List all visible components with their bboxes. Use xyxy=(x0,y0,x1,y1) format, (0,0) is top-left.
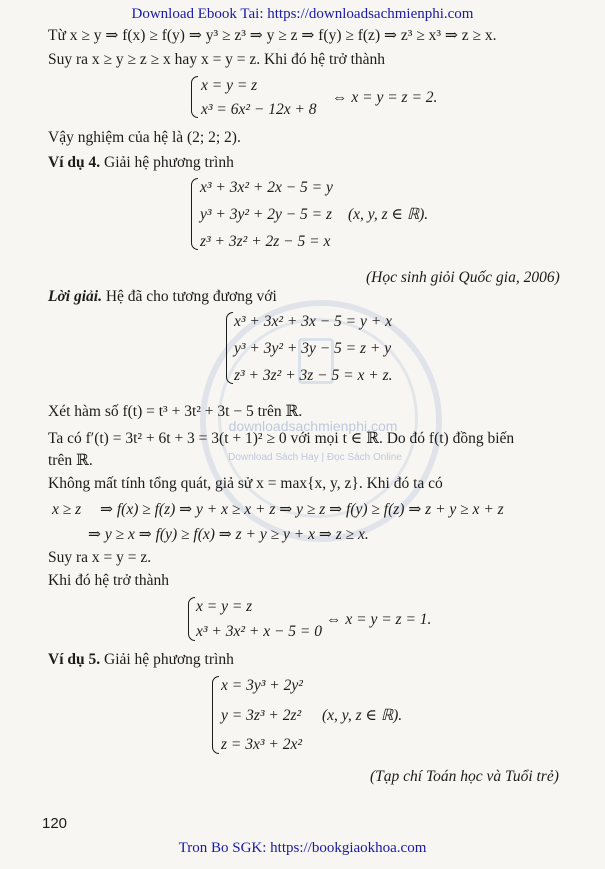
equation: x = y = z xyxy=(196,598,253,615)
equation: z = 3x³ + 2x² xyxy=(221,736,303,753)
equation: x³ = 6x² − 12x + 8 xyxy=(201,101,317,118)
system-brace xyxy=(191,76,198,118)
example-label: Ví dụ 5. xyxy=(48,651,101,668)
text-line: Không mất tính tổng quát, giả sử x = max{x, y, z}. Khi đó ta có xyxy=(48,475,443,492)
system-brace xyxy=(188,597,195,641)
example-text: Giải hệ phương trình xyxy=(100,154,234,171)
equation: z³ + 3z² + 3z − 5 = x + z. xyxy=(234,367,393,384)
domain-note: (x, y, z ∈ ℝ). xyxy=(348,206,429,223)
text-line: Xét hàm số f(t) = t³ + 3t² + 3t − 5 trên ℝ. xyxy=(48,403,303,420)
solution-heading xyxy=(48,287,277,307)
text-line: Khi đó hệ trở thành xyxy=(48,572,169,589)
equation-result: ⇔ x = y = z = 1. xyxy=(326,611,432,628)
text-line: trên ℝ. xyxy=(48,452,93,469)
example-heading xyxy=(48,153,234,173)
text-line: ⇒ y ≥ x ⇒ f(y) ≥ f(x) ⇒ z + y ≥ y + x ⇒ z ≥ x. xyxy=(88,526,369,543)
source-citation: (Tạp chí Toán học và Tuổi trẻ) xyxy=(370,768,559,785)
header-link[interactable]: Download Ebook Tai: https://downloadsachmienphi.com xyxy=(131,6,474,22)
footer-link[interactable]: Tron Bo SGK: https://bookgiaokhoa.com xyxy=(178,840,427,856)
equation: x³ + 3x² + x − 5 = 0 xyxy=(196,623,323,640)
equation: x = y = z xyxy=(201,77,258,94)
domain-note: (x, y, z ∈ ℝ). xyxy=(322,707,403,724)
text-line: Suy ra x ≥ y ≥ z ≥ x hay x = y = z. Khi đó hệ trở thành xyxy=(48,51,386,68)
text-line: x ≥ z xyxy=(52,501,82,518)
system-brace xyxy=(191,178,198,250)
text-line: Ta có f′(t) = 3t² + 6t + 3 = 3(t + 1)² ≥ 0 với mọi t ∈ ℝ. Do đó f(t) đồng biến xyxy=(48,430,515,447)
equation: x³ + 3x² + 2x − 5 = y xyxy=(200,179,333,196)
solution-text: Hệ đã cho tương đương với xyxy=(101,288,277,305)
equation: y = 3z³ + 2z² xyxy=(221,707,302,724)
equation-result: ⇔ x = y = z = 2. xyxy=(332,89,438,106)
solution-label: Lời giải. xyxy=(48,288,102,305)
equation: y³ + 3y² + 2y − 5 = z xyxy=(200,206,333,223)
equation: x = 3y³ + 2y² xyxy=(221,677,303,694)
text-line: Vậy nghiệm của hệ là (2; 2; 2). xyxy=(48,129,241,146)
example-text: Giải hệ phương trình xyxy=(100,651,234,668)
example-heading xyxy=(48,650,234,670)
text-line: Từ x ≥ y ⇒ f(x) ≥ f(y) ⇒ y³ ≥ z³ ⇒ y ≥ z ⇒ f(y) ≥ f(z) ⇒ z³ ≥ x³ ⇒ z ≥ x. xyxy=(48,27,497,44)
system-brace xyxy=(212,676,219,754)
source-citation: (Học sinh giỏi Quốc gia, 2006) xyxy=(366,269,560,286)
watermark-text: downloadsachmienphi.com xyxy=(228,418,398,434)
text-line: Suy ra x = y = z. xyxy=(48,549,152,566)
equation: x³ + 3x² + 3x − 5 = y + x xyxy=(234,313,392,330)
page-number: 120 xyxy=(42,815,68,832)
watermark-subtext: Download Sách Hay | Đọc Sách Online xyxy=(228,452,402,463)
equation: y³ + 3y² + 3y − 5 = z + y xyxy=(234,340,392,357)
equation: z³ + 3z² + 2z − 5 = x xyxy=(200,233,331,250)
system-brace xyxy=(226,312,233,384)
text-line: ⇒ f(x) ≥ f(z) ⇒ y + x ≥ x + z ⇒ y ≥ z ⇒ f(y) ≥ f(z) ⇒ z + y ≥ x + z xyxy=(100,501,504,518)
example-label: Ví dụ 4. xyxy=(48,154,101,171)
